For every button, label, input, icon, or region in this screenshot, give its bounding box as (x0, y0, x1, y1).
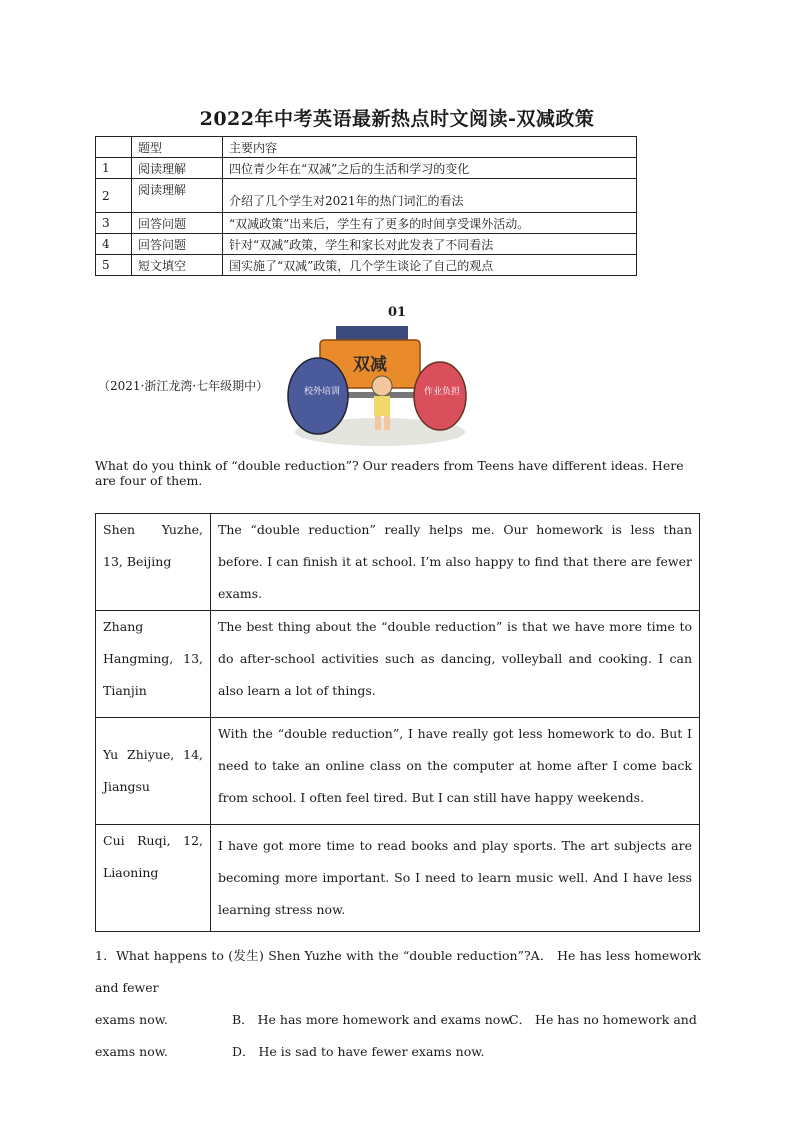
intro-paragraph: What do you think of “double reduction”? Our readers from Teens have different ideas. Here are four of them. (95, 458, 684, 488)
summary-row (96, 213, 637, 234)
summary-type: 回答问题 (132, 234, 223, 255)
summary-content: 四位青少年在“双减”之后的生活和学习的变化 (223, 158, 637, 179)
summary-header-num (96, 137, 132, 158)
summary-content: “双减政策”出来后，学生有了更多的时间享受课外活动。 (223, 213, 637, 234)
reader-name: Cui Ruqi, 12, Liaoning (96, 825, 211, 932)
question-options-row-1 (95, 1004, 701, 1036)
section-number: 01 (387, 305, 407, 320)
option-a-continued: exams now. (95, 1012, 168, 1027)
summary-content: 介绍了几个学生对2021年的热门词汇的看法 (223, 179, 637, 213)
child-leg-left (375, 416, 381, 430)
summary-num: 5 (96, 255, 132, 276)
option-b: B． He has more homework and exams now. (232, 1012, 514, 1027)
reader-name: Yu Zhiyue, 14, Jiangsu (96, 718, 211, 825)
left-weight-label: 校外培训 (303, 387, 341, 397)
summary-row (96, 179, 637, 213)
top-weight-label: 双减 (353, 355, 387, 375)
option-c: C． He has no homework and (509, 1012, 697, 1027)
option-d: D． He is sad to have fewer exams now. (232, 1044, 485, 1059)
question-1 (95, 940, 701, 1068)
question-options-row-2 (95, 1036, 701, 1068)
child-leg-right (384, 416, 390, 430)
reader-row (96, 718, 700, 825)
summary-header-row (96, 137, 637, 158)
reader-opinion: With the “double reduction”, I have really got less homework to do. But I need to take an online class on the computer at home after I come back from school. I often feel tired. But I can still have happy weekends. (211, 718, 700, 825)
reader-opinion: I have got more time to read books and play sports. The art subjects are becoming more important. So I need to learn music well. And I have less learning stress now. (211, 825, 700, 932)
child-head (372, 376, 392, 396)
summary-header-type: 题型 (132, 137, 223, 158)
question-source: （2021·浙江龙湾·七年级期中） (98, 379, 269, 393)
summary-type: 短文填空 (132, 255, 223, 276)
readers-table (95, 513, 700, 932)
reader-name: Zhang Hangming, 13, Tianjin (96, 611, 211, 718)
summary-row (96, 234, 637, 255)
reader-opinion: The “double reduction” really helps me. Our homework is less than before. I can finish it at school. I’m also happy to find that there are fewer exams. (211, 514, 700, 611)
reader-row (96, 514, 700, 611)
summary-table (95, 136, 637, 276)
summary-type: 阅读理解 (132, 158, 223, 179)
summary-num: 4 (96, 234, 132, 255)
reader-row (96, 611, 700, 718)
reader-opinion: The best thing about the “double reduction” is that we have more time to do after-school activities such as dancing, volleyball and cooking. I can also learn a lot of things. (211, 611, 700, 718)
summary-header-content: 主要内容 (223, 137, 637, 158)
page-title: 2022年中考英语最新热点时文阅读-双减政策 (199, 108, 595, 130)
summary-type: 回答问题 (132, 213, 223, 234)
child-shirt (374, 396, 390, 416)
summary-row (96, 255, 637, 276)
sleeve-shape (336, 326, 408, 340)
summary-content: 针对“双减”政策，学生和家长对此发表了不同看法 (223, 234, 637, 255)
double-reduction-illustration (280, 320, 470, 448)
option-c-continued: exams now. (95, 1044, 168, 1059)
summary-num: 2 (96, 179, 132, 213)
right-weight-label: 作业负担 (423, 387, 461, 397)
reader-name: Shen Yuzhe, 13, Beijing (96, 514, 211, 611)
summary-type: 阅读理解 (132, 179, 223, 213)
summary-num: 3 (96, 213, 132, 234)
summary-row (96, 158, 637, 179)
summary-content: 国实施了“双减”政策，几个学生谈论了自己的观点 (223, 255, 637, 276)
summary-num: 1 (96, 158, 132, 179)
question-stem: 1．What happens to (发生) Shen Yuzhe with the “double reduction”?A． He has less homework and fewer (95, 948, 701, 995)
reader-row (96, 825, 700, 932)
